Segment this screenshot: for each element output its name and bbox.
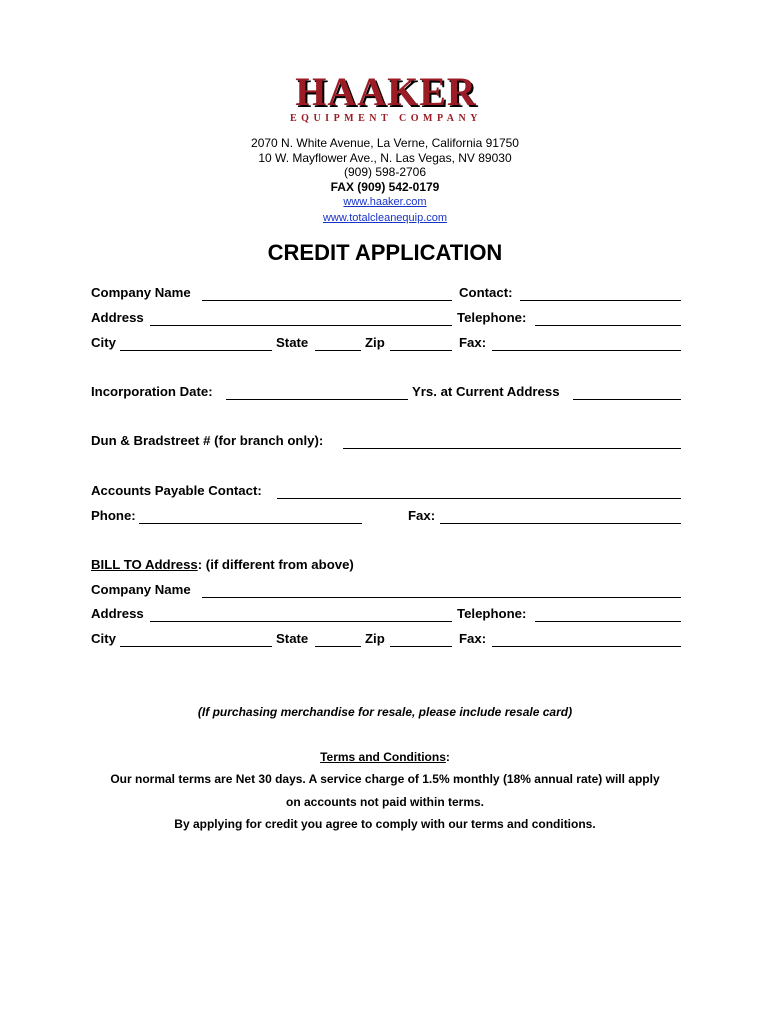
ap-fax-field[interactable]	[440, 523, 681, 524]
bill-to-address-row	[91, 606, 681, 624]
bill-to-telephone-label: Telephone:	[457, 606, 527, 621]
zip-label: Zip	[365, 335, 385, 350]
logo-subtitle: EQUIPMENT COMPANY	[290, 113, 482, 124]
city-state-zip-row	[91, 335, 681, 353]
fax-field[interactable]	[492, 350, 681, 351]
bill-to-zip-field[interactable]	[390, 646, 452, 647]
bill-to-fax-label: Fax:	[459, 631, 487, 646]
bill-to-fax-field[interactable]	[492, 646, 681, 647]
page-title: CREDIT APPLICATION	[267, 240, 503, 265]
city-field[interactable]	[120, 350, 272, 351]
resale-note	[0, 705, 770, 719]
company-name-label: Company Name	[91, 285, 191, 300]
ap-phone-label: Phone:	[91, 508, 136, 523]
zip-field[interactable]	[390, 350, 452, 351]
bill-to-city-row	[91, 631, 681, 649]
city-label: City	[91, 335, 116, 350]
bill-to-company-name-field[interactable]	[202, 597, 681, 598]
telephone-field[interactable]	[535, 325, 681, 326]
terms-line-3: By applying for credit you agree to comply with our terms and conditions.	[174, 817, 596, 831]
address-line-1: 2070 N. White Avenue, La Verne, California 91750	[251, 136, 519, 150]
bill-to-state-label: State	[276, 631, 309, 646]
terms-line-1: Our normal terms are Net 30 days. A service charge of 1.5% monthly (18% annual rate) will apply	[110, 772, 660, 786]
ap-fax-label: Fax:	[408, 508, 436, 523]
website-link-1[interactable]: www.haaker.com	[343, 196, 427, 208]
yrs-at-address-field[interactable]	[573, 399, 681, 400]
dun-bradstreet-field[interactable]	[343, 448, 681, 449]
terms-heading-line	[0, 750, 770, 764]
bill-to-heading-label: BILL TO Address	[91, 557, 198, 572]
company-logo	[288, 69, 484, 124]
company-contact-row	[91, 285, 681, 303]
bill-to-address-field[interactable]	[150, 621, 452, 622]
bill-to-heading	[91, 557, 354, 572]
ap-contact-row	[91, 483, 681, 501]
bill-to-telephone-field[interactable]	[535, 621, 681, 622]
ap-contact-field[interactable]	[277, 498, 681, 499]
bill-to-zip-label: Zip	[365, 631, 385, 646]
fax-number: FAX (909) 542-0179	[330, 179, 440, 194]
company-address-block	[0, 136, 770, 225]
fax-label: Fax:	[459, 335, 487, 350]
bill-to-company-row	[91, 582, 681, 600]
address-line-2: 10 W. Mayflower Ave., N. Las Vegas, NV 89030	[258, 150, 512, 165]
terms-heading-colon: :	[445, 750, 450, 764]
incorporation-date-label: Incorporation Date:	[91, 384, 213, 399]
address-telephone-row	[91, 310, 681, 328]
bill-to-heading-row	[91, 557, 681, 575]
terms-line-2: on accounts not paid within terms.	[285, 795, 484, 809]
state-label: State	[276, 335, 309, 350]
company-name-field[interactable]	[202, 300, 452, 301]
dun-bradstreet-row	[91, 433, 681, 451]
resale-note-text: (If purchasing merchandise for resale, please include resale card)	[197, 705, 573, 719]
website-link-2[interactable]: www.totalcleanequip.com	[322, 211, 448, 224]
address-field[interactable]	[150, 325, 452, 326]
ap-phone-field[interactable]	[139, 523, 362, 524]
contact-label: Contact:	[459, 285, 513, 300]
address-label: Address	[91, 310, 144, 325]
dun-bradstreet-label: Dun & Bradstreet # (for branch only):	[91, 433, 324, 448]
contact-field[interactable]	[520, 300, 681, 301]
bill-to-address-label: Address	[91, 606, 144, 621]
incorporation-date-field[interactable]	[226, 399, 408, 400]
ap-phone-fax-row	[91, 508, 681, 526]
incorporation-row	[91, 384, 681, 402]
bill-to-company-name-label: Company Name	[91, 582, 191, 597]
logo-wordmark: HAAKER	[295, 69, 477, 114]
state-field[interactable]	[315, 350, 361, 351]
bill-to-state-field[interactable]	[315, 646, 361, 647]
telephone-label: Telephone:	[457, 310, 527, 325]
bill-to-city-label: City	[91, 631, 116, 646]
bill-to-note: : (if different from above)	[197, 557, 354, 572]
yrs-at-address-label: Yrs. at Current Address	[412, 384, 560, 399]
bill-to-city-field[interactable]	[120, 646, 272, 647]
phone-number: (909) 598-2706	[343, 165, 427, 179]
terms-heading: Terms and Conditions	[320, 750, 446, 764]
ap-contact-label: Accounts Payable Contact:	[91, 483, 262, 498]
